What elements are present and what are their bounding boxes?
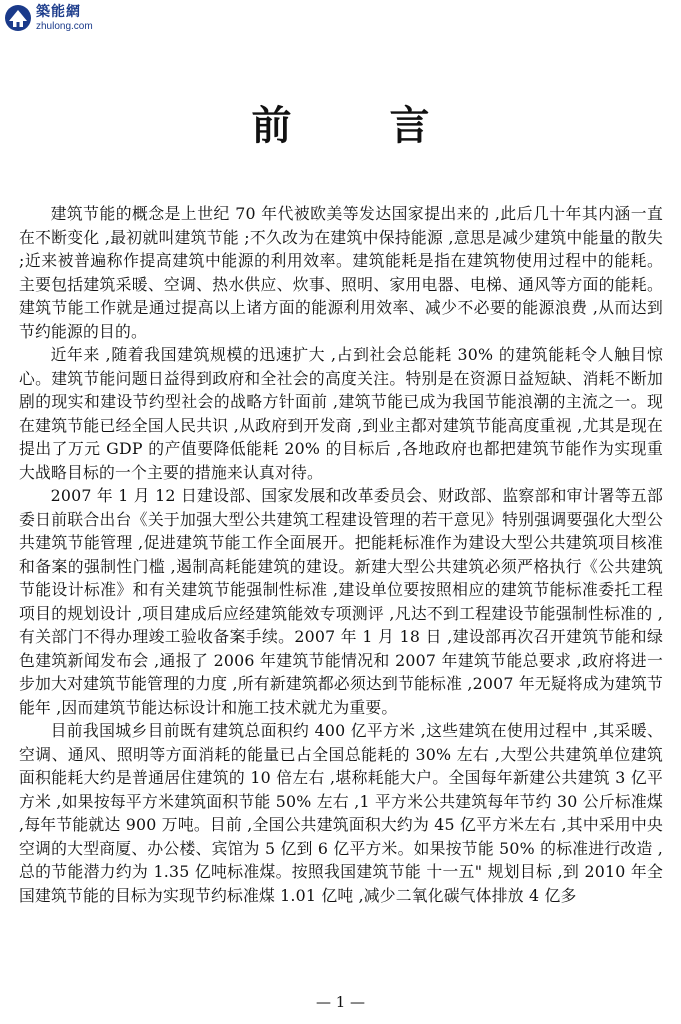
logo-english-text: zhulong.com	[36, 20, 93, 32]
site-logo	[4, 4, 93, 32]
logo-chinese-text: 築能網	[36, 3, 81, 20]
body-text	[19, 202, 663, 907]
paragraph: 近年来 ,随着我国建筑规模的迅速扩大 ,占到社会总能耗 30% 的建筑能耗令人触目惊心。建筑节能问题日益得到政府和全社会的高度关注。特别是在资源日益短缺、消耗不断加剧的现实和建设节约型社会的战略方针面前 ,建筑节能已成为我国节能浪潮的主流之一。现在建筑节能已经全国人民共识 ,从政府到开发商 ,到业主都对建筑节能高度重视 ,尤其是现在提出了万元 GDP 的产值要降低能耗 20% 的目标后 ,各地政府也都把建筑节能作为实现重大战略目标的一个主要的措施来认真对待。	[19, 345, 663, 482]
paragraph: 建筑节能的概念是上世纪 70 年代被欧美等发达国家提出来的 ,此后几十年其内涵一直在不断变化 ,最初就叫建筑节能 ;不久改为在建筑中保持能源 ,意思是减少建筑中能量的散失 ;近来被普遍称作提高建筑中能源的利用效率。建筑能耗是指在建筑物使用过程中的能耗。主要包括建筑采暖、空调、热水供应、炊事、照明、家用电器、电梯、通风等方面的能耗。建筑节能工作就是通过提高以上诸方面的能源利用效率、减少不必要的能源浪费 ,从而达到节约能源的目的。	[19, 204, 663, 341]
logo-icon	[4, 4, 32, 32]
page-title: 前 言	[251, 103, 472, 149]
page-number: — 1 —	[315, 993, 366, 1011]
paragraph: 2007 年 1 月 12 日建设部、国家发展和改革委员会、财政部、监察部和审计署等五部委日前联合出台《关于加强大型公共建筑工程建设管理的若干意见》特别强调要强化大型公共建筑节能管理 ,促进建筑节能工作全面展开。把能耗标准作为建设大型公共建筑项目核准和备案的强制性门槛 ,遏制高耗能建筑的建设。新建大型公共建筑必须严格执行《公共建筑节能设计标准》和有关建筑节能强制性标准 ,建设单位要按照相应的建筑节能标准委托工程项目的规划设计 ,项目建成后应经建筑能效专项测评 ,凡达不到工程建设节能强制性标准的 ,有关部门不得办理竣工验收备案手续。2007 年 1 月 18 日 ,建设部再次召开建筑节能和绿色建筑新闻发布会 ,通报了 2006 年建筑节能情况和 2007 年建筑节能总要求 ,政府将进一步加大对建筑节能管理的力度 ,所有新建筑都必须达到节能标准 ,2007 年无疑将成为建筑节能年 ,因而建筑节能达标设计和施工技术就尤为重要。	[19, 486, 663, 717]
paragraph: 目前我国城乡目前既有建筑总面积约 400 亿平方米 ,这些建筑在使用过程中 ,其采暖、空调、通风、照明等方面消耗的能量已占全国总能耗的 30% 左右 ,大型公共建筑单位建筑面积能耗大约是普通居住建筑的 10 倍左右 ,堪称耗能大户。全国每年新建公共建筑 3 亿平方米 ,如果按每平方米建筑面积节能 50% 左右 ,1 平方米公共建筑每年节约 30 公斤标准煤 ,每年节能就达 900 万吨。目前 ,全国公共建筑面积大约为 45 亿平方米左右 ,其中采用中央空调的大型商厦、办公楼、宾馆为 5 亿到 6 亿平方米。如果按节能 50% 的标准进行改造 ,总的节能潜力约为 1.35 亿吨标准煤。按照我国建筑节能 十一五" 规划目标 ,到 2010 年全国建筑节能的目标为实现节约标准煤 1.01 亿吨 ,减少二氧化碳气体排放 4 亿多	[19, 721, 663, 905]
